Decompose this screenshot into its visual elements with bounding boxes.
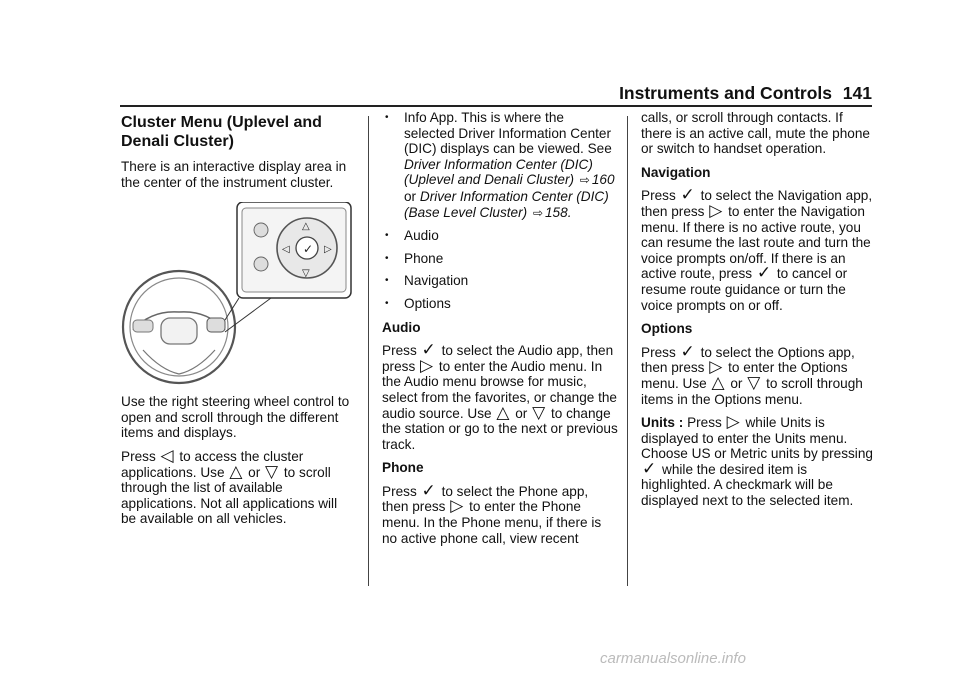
right-arrow-icon: ▷ [709, 200, 723, 220]
column-divider [368, 116, 369, 586]
checkmark-icon: ✓ [680, 341, 695, 361]
cross-reference-link[interactable]: Driver Information Center (DIC) (Base Level Cluster) [404, 188, 609, 220]
page-reference[interactable]: 158 [545, 204, 568, 220]
list-item: • Navigation [382, 273, 618, 289]
applications-paragraph: Press ◁ to access the cluster applications. Use △ or ▽ to scroll through the list of available applications. Not all applications will be available on all vehicles. [121, 445, 338, 527]
steering-wheel-illustration [121, 202, 353, 386]
phone-continued-paragraph: calls, or scroll through contacts. If there is an active call, mute the phone or switch to handset operation. [641, 110, 870, 157]
units-paragraph: Units : Press ▷ while Units is displayed to enter the Units menu. Choose US or Metric units by pressing ✓ while the desired item is highlighted. A checkmark will be displayed next to the selected item. [641, 412, 873, 509]
right-arrow-icon: ▷ [450, 496, 464, 516]
units-label: Units : [641, 415, 684, 431]
down-arrow-icon: ▽ [747, 372, 761, 392]
phone-heading: Phone [382, 460, 424, 476]
list-item: • Audio [382, 228, 618, 244]
watermark: carmanualsonline.info [600, 650, 746, 667]
column-2 [382, 110, 618, 546]
checkmark-icon: ✓ [680, 185, 695, 205]
list-item: • Phone [382, 251, 618, 267]
navigation-paragraph: Press ✓ to select the Navigation app, then press ▷ to enter the Navigation menu. If there is no active route, you can resume the last route and turn the voice prompts on/off. If there is an active route, press ✓ to cancel or resume route guidance or turn the voice prompts on or off. [641, 185, 873, 313]
svg-text:▷: ▷ [324, 244, 332, 256]
column-divider [627, 116, 628, 586]
reference-arrow-icon: ⇨ [532, 205, 543, 220]
reference-arrow-icon: ⇨ [579, 173, 590, 188]
back-icon: ◁ [160, 445, 174, 465]
right-arrow-icon: ▷ [726, 412, 740, 432]
down-arrow-icon: ▽ [532, 402, 546, 422]
cross-reference-link[interactable]: Driver Information Center (DIC) (Uplevel and Denali Cluster) [404, 156, 593, 188]
phone-paragraph: Press ✓ to select the Phone app, then press ▷ to enter the Phone menu. In the Phone menu, if there is no active phone call, view recent [382, 480, 602, 546]
checkmark-icon: ✓ [756, 263, 772, 283]
audio-paragraph: Press ✓ to select the Audio app, then press ▷ to enter the Audio menu. In the Audio menu browse for music, select from the favorites, or change the audio source. Use △ or ▽ to change the station or go to the next or previous track. [382, 340, 618, 452]
usage-paragraph: Use the right steering wheel control to open and scroll through the different items and displays. [121, 394, 350, 441]
svg-text:△: △ [302, 221, 310, 233]
right-arrow-icon: ▷ [420, 355, 434, 375]
up-arrow-icon: △ [496, 402, 510, 422]
options-heading: Options [641, 321, 693, 337]
svg-text:◁: ◁ [282, 244, 290, 256]
page-header [0, 0, 960, 110]
column-1 [121, 110, 353, 527]
audio-heading: Audio [382, 319, 421, 335]
right-arrow-icon: ▷ [709, 357, 723, 377]
options-paragraph: Press ✓ to select the Options app, then press ▷ to enter the Options menu. Use △ or ▽ to scroll through items in the Options menu. [641, 341, 863, 407]
steering-wheel-icon [121, 202, 353, 386]
page-reference[interactable]: 160 [591, 172, 615, 188]
header-rule [120, 105, 872, 107]
up-arrow-icon: △ [229, 461, 243, 481]
svg-text:✓: ✓ [303, 242, 314, 257]
checkmark-icon: ✓ [421, 340, 436, 360]
cluster-menu-heading: Cluster Menu (Uplevel and Denali Cluster) [121, 114, 322, 150]
applications-list [382, 110, 618, 312]
checkmark-icon: ✓ [421, 480, 436, 500]
down-arrow-icon: ▽ [265, 461, 279, 481]
list-item: • Options [382, 296, 618, 312]
svg-text:▽: ▽ [302, 268, 310, 280]
page-number: 141 [842, 83, 872, 103]
navigation-heading: Navigation [641, 164, 711, 180]
column-3 [641, 110, 877, 509]
section-title: Instruments and Controls [619, 83, 832, 103]
list-item: • Info App. This is where the selected Driver Information Center (DIC) displays can be viewed. See Driver Information Center (DIC) (Uplevel and Denali Cluster) ⇨ 160 or Driver Information Center (DIC) (Base Level Cluster) ⇨ 158. [382, 110, 618, 221]
checkmark-icon: ✓ [642, 458, 657, 478]
up-arrow-icon: △ [711, 372, 725, 392]
intro-paragraph: There is an interactive display area in the center of the instrument cluster. [121, 159, 347, 190]
